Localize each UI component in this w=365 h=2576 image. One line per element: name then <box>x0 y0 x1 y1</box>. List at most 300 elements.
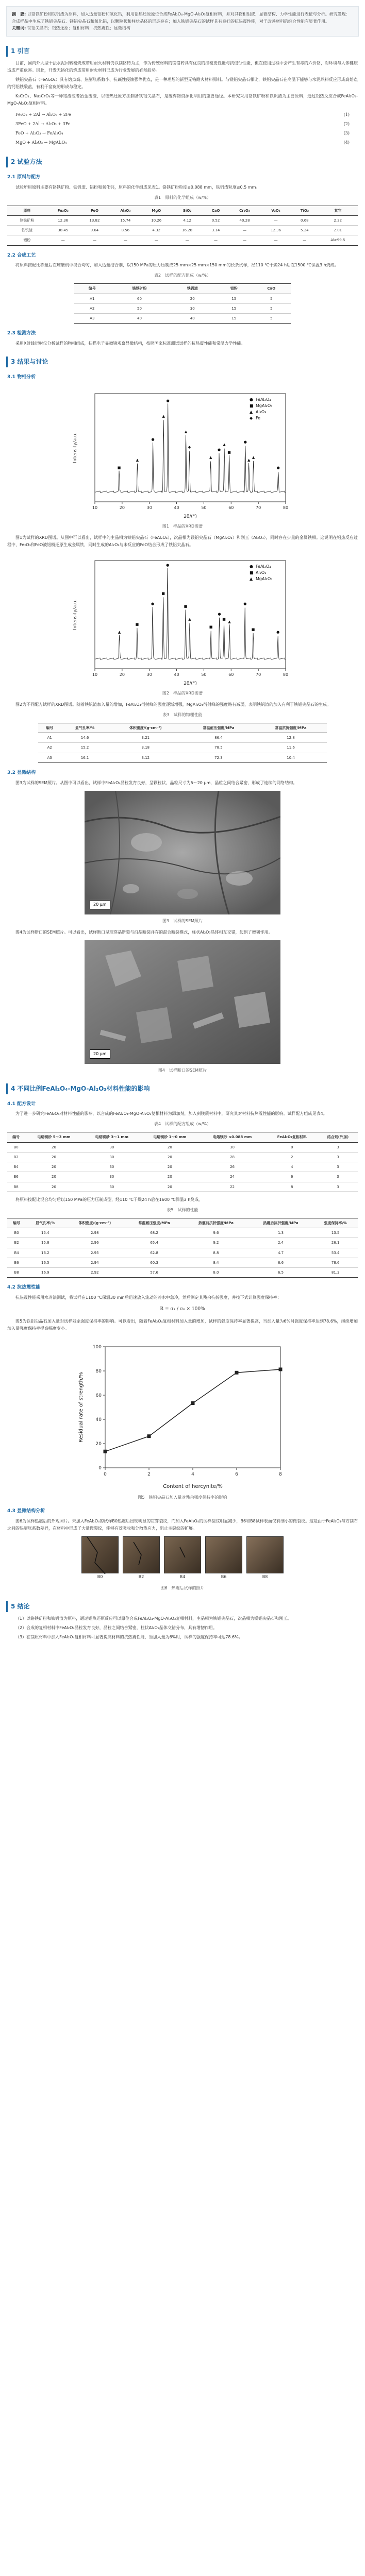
peak-marker: ■ <box>251 627 255 632</box>
section-heading-method: 2 试验方法 <box>6 157 359 167</box>
table-header-cell: 热震前抗折强度/MPa <box>184 1218 248 1228</box>
peak-marker: ▲ <box>118 630 121 634</box>
y-axis-label: Intensity/a.u. <box>73 599 78 630</box>
table-cell: 2.22 <box>318 215 358 225</box>
table-cell: 16.2 <box>26 1248 64 1258</box>
table-cell: — <box>260 215 291 225</box>
table-cell: B6 <box>7 1172 25 1182</box>
legend-symbol: ◆ <box>250 415 253 420</box>
table-row <box>38 733 327 743</box>
specimen-image <box>81 1536 119 1573</box>
table-cell: 20 <box>25 1142 82 1152</box>
table-cell: B0 <box>7 1228 26 1238</box>
retention-formula: R = σ₁ / σ₀ × 100% <box>160 1307 205 1312</box>
table-header-cell: V₂O₅ <box>260 206 291 215</box>
table-cell: 3 <box>318 1172 358 1182</box>
table-cell: A2 <box>38 743 61 753</box>
table-cell: 30 <box>83 1182 141 1192</box>
sem-figure-2 <box>0 940 365 1064</box>
series-line <box>105 1369 280 1451</box>
table-cell: 13.82 <box>79 215 110 225</box>
table-cell: — <box>229 226 260 235</box>
micro2-paragraph: 图6为试样热震后的外观照片。未加入FeAl₂O₄的试样B0热震后出现明显的贯穿裂纹，而加入FeAl₂O₄的试样裂纹明显减少，B6和B8试样表面仅有细小的微裂纹。这是由于FeAl₂O₄与方镁石之间的热膨胀系数差异，在材料中形成了大量微裂纹，能够有效吸收和分散热应力，阻止主裂纹的扩展。 <box>7 1518 358 1531</box>
specimen-image <box>123 1536 160 1573</box>
table-cell: 3 <box>318 1182 358 1192</box>
peak-marker: ■ <box>209 624 213 629</box>
table-cell: 12.8 <box>255 733 327 743</box>
table-header-cell: 体积密度/(g·cm⁻³) <box>109 723 182 733</box>
y-tick-label: 80 <box>95 1368 102 1374</box>
table-cell: A3 <box>74 314 110 324</box>
table-header-cell: 编号 <box>38 723 61 733</box>
equation-row <box>15 129 350 138</box>
specimen-photo <box>205 1536 242 1581</box>
table-cell: 2.96 <box>64 1238 125 1248</box>
conclusion-item: （1）以铬铁矿粉和铁钒渣为原料，通过铝热还原反应可以原位合成FeAl₂O₄-MgO-Al₂O₃复相材料，主晶相为铁铝尖晶石，次晶相为镁铝尖晶石和刚玉。 <box>15 1616 292 1621</box>
table-cell: 1.3 <box>248 1228 313 1238</box>
table-header-cell: 电熔镁砂 1～0 mm <box>141 1132 198 1142</box>
table-cell: A2 <box>74 303 110 313</box>
equation-text: FeO + Al₂O₃ → FeAl₂O₄ <box>15 130 63 135</box>
table-header-cell: SiO₂ <box>172 206 203 215</box>
table-cell: 5 <box>252 303 291 313</box>
peak-marker: ■ <box>161 591 165 596</box>
x-tick-label: 20 <box>119 672 125 677</box>
equation-number: (1) <box>343 112 350 117</box>
specimen-label: B6 <box>221 1574 227 1579</box>
legend-label: FeAl₂O₄ <box>256 397 271 402</box>
table-row <box>7 215 358 225</box>
sem-image <box>85 791 280 914</box>
legend-symbol: ● <box>250 564 253 569</box>
peak-marker: ● <box>243 439 247 444</box>
table-cell: 15 <box>216 314 252 324</box>
equation-row <box>15 120 350 129</box>
equation-number: (3) <box>343 130 350 135</box>
table-cell: 24 <box>199 1172 266 1182</box>
table-cell: — <box>110 235 141 245</box>
table-cell: A3 <box>38 753 61 762</box>
table-cell: — <box>79 235 110 245</box>
table-cell: 3.14 <box>203 226 229 235</box>
table-header-cell: Cr₂O₃ <box>229 206 260 215</box>
table-cell: 8.4 <box>184 1258 248 1267</box>
table2-caption: 表2 试样的配方组成（w/%） <box>154 273 211 278</box>
table4-caption: 表4 试样的配方组成（w/%） <box>154 1122 211 1127</box>
x-tick-label: 30 <box>146 505 152 510</box>
x-tick-label: 80 <box>283 505 289 510</box>
section-heading-performance: 4 不同比例FeAl₂O₄-MgO-Al₂O₃材料性能的影响 <box>6 1083 359 1094</box>
table-header-cell: 电熔镁砂 ≤0.088 mm <box>199 1132 266 1142</box>
peak-marker: ▲ <box>188 617 191 621</box>
xrd2-caption: 图2 样品的XRD图谱 <box>162 690 203 696</box>
table-cell: 8.8 <box>184 1248 248 1258</box>
crack-overlay <box>123 1537 160 1574</box>
xrd-figure-2 <box>0 553 365 687</box>
table-cell: 8.0 <box>184 1268 248 1278</box>
table-cell: A1 <box>74 294 110 303</box>
retention-line-chart <box>74 1336 291 1491</box>
subsection-heading: 3.2 显微结构 <box>7 770 36 775</box>
peak-marker: ▲ <box>162 414 165 418</box>
xrd-pattern-2 <box>69 553 296 687</box>
peak-marker: ● <box>166 563 170 567</box>
method-paragraph: 采用X射线衍射仪分析试样的物相组成，扫描电子显微镜观察显微结构，按照国家标准测试试样的抗热震性能和常温力学性能。 <box>15 341 245 346</box>
peak-marker: ■ <box>117 465 121 470</box>
legend-symbol: ■ <box>250 570 254 575</box>
table-cell: 3.18 <box>109 743 182 753</box>
table-cell: 铝粉 <box>7 235 47 245</box>
chart-caption: 图5 铁铝尖晶石加入量对残余强度保持率的影响 <box>138 1495 227 1500</box>
table-row <box>38 753 327 762</box>
retention-chart-figure <box>0 1336 365 1491</box>
peak-marker: ▲ <box>228 619 231 624</box>
table-cell: 40 <box>169 314 216 324</box>
table-cell: 15.4 <box>26 1228 64 1238</box>
equation-text: MgO + Al₂O₃ → MgAl₂O₄ <box>15 140 67 145</box>
table-cell: — <box>291 235 318 245</box>
table-cell: 30 <box>83 1152 141 1162</box>
table-cell: 8.56 <box>110 226 141 235</box>
sem-image <box>85 940 280 1064</box>
table-cell: B0 <box>7 1142 25 1152</box>
x-tick-label: 40 <box>174 672 179 677</box>
table-header-cell: 铬铁矿粉 <box>110 284 169 294</box>
table5-properties <box>7 1218 358 1278</box>
peak-marker: ● <box>217 447 221 452</box>
thermal-paragraph: 抗热震性能采用水冷法测试，将试样在1100 ℃保温30 min后迅速放入流动的冷水中急冷，然后测定其残余抗折强度，并按下式计算强度保持率： <box>15 1295 281 1300</box>
table-cell: 15.8 <box>26 1238 64 1248</box>
table-cell: B2 <box>7 1152 25 1162</box>
y-tick-label: 0 <box>98 1465 102 1471</box>
table-row <box>7 1182 358 1192</box>
table-cell: 11.6 <box>255 743 327 753</box>
specimen-photo <box>123 1536 160 1581</box>
table-header-cell: 结合剂(外加) <box>318 1132 358 1142</box>
subsection-heading: 2.1 原料与配方 <box>7 174 41 180</box>
abstract-text: 以铬铁矿粉和铁钒渣为原料，加入适量铝粉和氧化钙，利用铝热还原原位合成FeAl₂O₄-MgO-Al₂O₃复相材料，并对其物相组成、显微结构、力学性能进行表征与分析。研究发现：合成样品中生成了铁铝尖晶石、镁铝尖晶石和氧化铝，以颗粒状和柱状晶体的形态存在；加入铁铝尖晶石的试样具有良好的抗热震性能，对于改善材料的综合性能有显著作用。 <box>12 12 350 24</box>
equation-row <box>15 138 350 147</box>
specimen-photo-row <box>7 1536 358 1581</box>
table-cell: 16.1 <box>61 753 109 762</box>
peak-marker: ▲ <box>247 457 251 462</box>
table1-chemical-composition <box>7 206 358 246</box>
table-cell: 57.6 <box>125 1268 184 1278</box>
peak-marker: ■ <box>135 622 139 626</box>
crack-line <box>180 1547 185 1557</box>
table-cell: 20 <box>141 1182 198 1192</box>
table-header-cell: 显气孔率/% <box>61 723 109 733</box>
table-cell: 2.01 <box>318 226 358 235</box>
table-cell: 铁钒渣 <box>7 226 47 235</box>
xrd-pattern-1 <box>69 386 296 520</box>
specimen-label: B4 <box>179 1574 186 1579</box>
table-header-cell: CaO <box>252 284 291 294</box>
subsection-heading: 2.2 合成工艺 <box>7 252 36 258</box>
peak-marker: ◆ <box>188 445 191 449</box>
table-cell: 16.5 <box>26 1258 64 1267</box>
subsection-heading: 3.1 物相分析 <box>7 375 36 380</box>
peak-marker: ● <box>151 601 155 606</box>
table-cell: 10.26 <box>141 215 172 225</box>
table-row <box>7 1228 358 1238</box>
table-cell: 15.2 <box>61 743 109 753</box>
subsection-heading: 4.2 抗热震性能 <box>7 1285 41 1291</box>
table-cell: 30 <box>83 1142 141 1152</box>
table-cell: 2.95 <box>64 1248 125 1258</box>
keywords-text: 铁铝尖晶石；铝热还原；复相材料；抗热震性；显微结构 <box>27 26 130 31</box>
table-cell: — <box>172 235 203 245</box>
sem-figure-1 <box>0 791 365 914</box>
x-tick-label: 4 <box>191 1471 194 1477</box>
table-cell: B8 <box>7 1182 25 1192</box>
table-cell: 8 <box>266 1182 318 1192</box>
table-cell: 9.64 <box>79 226 110 235</box>
table-row <box>7 235 358 245</box>
table-cell: — <box>229 235 260 245</box>
table-cell: 铬铁矿粉 <box>7 215 47 225</box>
conclusion-item: （3）在镁质材料中加入FeAl₂O₄复相材料可显著提高材料的抗热震性能，当加入量为6%时，试样的强度保持率可达78.6%。 <box>15 1634 243 1639</box>
legend-symbol: ■ <box>250 403 254 408</box>
table-cell: B2 <box>7 1238 26 1248</box>
table-cell: 72.3 <box>182 753 255 762</box>
table-cell: 50 <box>110 303 169 313</box>
table-row <box>74 294 291 303</box>
table-cell: 4.12 <box>172 215 203 225</box>
table-cell: 22 <box>199 1182 266 1192</box>
phase-paragraph: 图1为试样的XRD图谱。从图中可以看出，试样中的主晶相为铁铝尖晶石（FeAl₂O₄），次晶相为镁铝尖晶石（MgAl₂O₄）和刚玉（Al₂O₃），同时存在少量的金属铁相。这说明在铝热反应过程中，Fe₂O₃和FeO被铝粉还原生成金属铁，同时生成的Al₂O₃与未反应的FeO结合形成了铁铝尖晶石。 <box>7 535 358 547</box>
table-cell: 15.74 <box>110 215 141 225</box>
table-cell: 13.5 <box>313 1228 358 1238</box>
plot-frame <box>105 1347 280 1468</box>
table-cell: 5 <box>252 314 291 324</box>
phase-paragraph: 图2为不同配方试样的XRD图谱。随着铁钒渣加入量的增加，FeAl₂O₄衍射峰的强度逐渐增强，MgAl₂O₄衍射峰的强度略有减弱，表明铁钒渣的加入有利于铁铝尖晶石的生成。 <box>15 702 331 707</box>
y-tick-label: 100 <box>92 1344 102 1350</box>
table3-physical-properties <box>38 723 327 763</box>
data-point <box>104 1450 107 1453</box>
table-row <box>7 1238 358 1248</box>
conclusion-item: （2）合成的复相材料中FeAl₂O₄晶粒发育良好，晶粒之间结合紧密，柱状Al₂O₃晶体交错分布，具有增韧作用。 <box>15 1625 217 1630</box>
x-tick-label: 10 <box>92 505 98 510</box>
table-header-cell: 常温耐压强度/MPa <box>125 1218 184 1228</box>
table-row <box>7 1152 358 1162</box>
table-cell: 3.12 <box>109 753 182 762</box>
table-cell: 3 <box>318 1142 358 1152</box>
table-cell: 4.7 <box>248 1248 313 1258</box>
legend-symbol: ● <box>250 397 253 402</box>
specimen-label: B0 <box>97 1574 103 1579</box>
sem-scale-bar: 20 μm <box>90 900 110 909</box>
table-cell: 28 <box>199 1152 266 1162</box>
specimen-image <box>164 1536 201 1573</box>
crack-overlay <box>164 1537 202 1574</box>
table-cell: 20 <box>141 1152 198 1162</box>
intro-paragraph: 铁铝尖晶石（FeAl₂O₄）具有熔点高、热膨胀系数小、抗碱性侵蚀强等优点，是一种理想的新型无铬耐火材料原料。与镁铝尖晶石相比，铁铝尖晶石在高温下能够与水泥熟料反应形成高熔点的钙铝铁酸盐，有利于窑皮的形成与稳定。 <box>7 77 358 89</box>
x-axis-label: Content of hercynite/% <box>163 1483 223 1489</box>
method-paragraph: 将原料按配比称量后在球磨机中混合均匀，加入适量结合剂，以150 MPa的压力压制成25 mm×25 mm×150 mm的长条试样，经110 ℃干燥24 h后在1500 ℃保温3 h烧成。 <box>15 263 339 268</box>
table-header-cell: 强度保持率/% <box>313 1218 358 1228</box>
table-row <box>7 1268 358 1278</box>
table-cell: 6.5 <box>248 1268 313 1278</box>
x-tick-label: 6 <box>235 1471 238 1477</box>
section4-paragraph: 为了进一步研究FeAl₂O₄对材料性能的影响，以合成的FeAl₂O₄-MgO-Al₂O₃复相材料为添加剂，加入到镁质材料中，研究其对材料抗热震性能的影响。试样配方组成见表4。 <box>15 1111 327 1116</box>
table-cell: 4.32 <box>141 226 172 235</box>
peak-marker: ■ <box>184 604 188 608</box>
xrd-trace <box>95 568 286 659</box>
xrd-figure-1 <box>0 386 365 520</box>
table-cell: 68.2 <box>125 1228 184 1238</box>
table-header-cell: Al₂O₃ <box>110 206 141 215</box>
table-cell: Al≥99.5 <box>318 235 358 245</box>
table-cell: 12.36 <box>260 226 291 235</box>
equation-number: (2) <box>343 121 350 126</box>
subsection-heading: 4.1 配方设计 <box>7 1101 36 1107</box>
x-axis-label: 2θ/(°) <box>184 514 197 519</box>
subsection-heading: 2.3 检测方法 <box>7 331 36 336</box>
table-cell: 0.52 <box>203 215 229 225</box>
x-tick-label: 8 <box>279 1471 282 1477</box>
table-cell: 26 <box>199 1162 266 1172</box>
x-tick-label: 80 <box>283 672 289 677</box>
x-tick-label: 50 <box>201 672 207 677</box>
table-header-cell: 编号 <box>7 1132 25 1142</box>
table-cell: 40.28 <box>229 215 260 225</box>
section-heading-intro: 1 引言 <box>6 46 359 57</box>
table-row <box>7 1162 358 1172</box>
table-cell: 30 <box>169 303 216 313</box>
peak-marker: ▲ <box>136 457 139 462</box>
micro-paragraph: 图3为试样的SEM照片。从图中可以看出，试样中FeAl₂O₄晶粒发育良好，呈颗粒状，晶粒尺寸为5～20 μm，晶粒之间结合紧密，形成了连续的网络结构。 <box>15 780 297 785</box>
crack-line <box>87 1537 105 1574</box>
table-cell: 65.4 <box>125 1238 184 1248</box>
table4-formulation <box>7 1132 358 1192</box>
table-cell: 78.6 <box>313 1258 358 1267</box>
table-header-cell: 常温耐压强度/MPa <box>182 723 255 733</box>
table-header-cell: 原料 <box>7 206 47 215</box>
table-cell: 60.3 <box>125 1258 184 1267</box>
equation-number: (4) <box>343 140 350 145</box>
x-tick-label: 2 <box>147 1471 151 1477</box>
table-cell: 2.94 <box>64 1258 125 1267</box>
keywords-label: 关键词: <box>12 26 26 31</box>
specimen-image <box>246 1536 284 1573</box>
table-cell: 20 <box>141 1162 198 1172</box>
sem2-caption: 图4 试样断口的SEM照片 <box>158 1067 207 1073</box>
table-header-cell: CaO <box>203 206 229 215</box>
table-cell: 0 <box>266 1142 318 1152</box>
data-point <box>235 1371 239 1375</box>
subsection-heading: 4.3 显微结构分析 <box>7 1508 45 1514</box>
table-cell: 20 <box>25 1182 82 1192</box>
legend-label: Al₂O₃ <box>256 570 267 575</box>
legend-label: FeAl₂O₄ <box>256 564 271 569</box>
table-cell: 60 <box>110 294 169 303</box>
table-cell: 62.8 <box>125 1248 184 1258</box>
section-heading-results: 3 结果与讨论 <box>6 357 359 367</box>
table-header-cell: MgO <box>141 206 172 215</box>
x-tick-label: 70 <box>256 505 261 510</box>
section-heading-conclusion: 5 结论 <box>6 1601 359 1612</box>
table-cell: 16.9 <box>26 1268 64 1278</box>
table-cell: 20 <box>141 1172 198 1182</box>
table-cell: 78.5 <box>182 743 255 753</box>
table-cell: 30 <box>83 1162 141 1172</box>
section4-paragraph: 将原料按配比混合均匀后以150 MPa的压力压制成型，经110 ℃干燥24 h后在1600 ℃保温3 h烧成。 <box>15 1197 203 1202</box>
table-cell: 20 <box>25 1162 82 1172</box>
y-tick-label: 40 <box>95 1417 102 1422</box>
table-cell: 20 <box>169 294 216 303</box>
table-cell: 9.2 <box>184 1238 248 1248</box>
table-cell: A1 <box>38 733 61 743</box>
abstract-label: 摘 要: <box>12 12 26 16</box>
intro-paragraph: K₂CrO₄、Na₂CrO₄等一种铬渣或者冶金废渣，以铝热还原方法制备铁铝尖晶石，是废弃物资源化利用的重要途径。本研究采用铬铁矿粉和铁钒渣为主要原料，通过铝热反应合成FeAl₂O₄-MgO-Al₂O₃复相材料。 <box>7 93 358 106</box>
legend-label: MgAl₂O₄ <box>256 403 273 408</box>
y-axis-label: Intensity/a.u. <box>73 432 78 463</box>
peak-marker: ● <box>276 465 280 470</box>
xrd1-caption: 图1 样品的XRD图谱 <box>162 523 203 529</box>
peak-marker: ● <box>243 601 247 606</box>
table-row <box>7 226 358 235</box>
table-cell: 2.4 <box>248 1238 313 1248</box>
x-tick-label: 10 <box>92 672 98 677</box>
y-tick-label: 60 <box>95 1393 102 1398</box>
sem1-caption: 图3 试样的SEM照片 <box>162 918 203 923</box>
table-cell: 38.45 <box>47 226 79 235</box>
table-cell: 9.6 <box>184 1228 248 1238</box>
x-tick-label: 40 <box>174 505 179 510</box>
abstract-box <box>6 6 359 37</box>
table-cell: 30 <box>199 1142 266 1152</box>
table-cell: 5 <box>252 294 291 303</box>
table-header-cell: 编号 <box>7 1218 26 1228</box>
legend-symbol: ▲ <box>250 576 253 581</box>
peak-marker: ▲ <box>209 455 212 460</box>
data-point <box>279 1367 283 1371</box>
table-row <box>7 1248 358 1258</box>
table-header-cell: TiO₂ <box>291 206 318 215</box>
table-cell: 20 <box>25 1152 82 1162</box>
sem-texture <box>85 940 280 1064</box>
table-cell: 40 <box>110 314 169 324</box>
table-header-cell: 编号 <box>74 284 110 294</box>
crack-overlay <box>82 1537 119 1574</box>
equation-text: Fe₂O₃ + 2Al → Al₂O₃ + 2Fe <box>15 112 71 117</box>
legend-label: MgAl₂O₄ <box>256 576 273 581</box>
table-cell: B8 <box>7 1268 26 1278</box>
table-cell: 26.1 <box>313 1238 358 1248</box>
table-cell: 15 <box>216 294 252 303</box>
peak-marker: ▲ <box>223 442 226 447</box>
table-cell: 14.6 <box>61 733 109 743</box>
table-cell: 81.3 <box>313 1268 358 1278</box>
thermal-paragraph: 图5为铁铝尖晶石加入量对试样残余强度保持率的影响。可以看出，随着FeAl₂O₄复相材料加入量的增加，试样的强度保持率显著提高，当加入量为6%时强度保持率达到78.6%，继续增加加入量强度保持率提高幅度变小。 <box>7 1318 358 1331</box>
table-cell: 2 <box>266 1152 318 1162</box>
table-cell: 6 <box>266 1172 318 1182</box>
table-cell: 15 <box>216 303 252 313</box>
specimen-photo <box>246 1536 284 1581</box>
table-cell: 20 <box>141 1142 198 1152</box>
legend-label: Fe <box>256 415 261 420</box>
peak-marker: ● <box>151 437 155 442</box>
peak-marker: ■ <box>227 450 231 454</box>
table1-caption: 表1 原料的化学组成（w/%） <box>154 195 211 200</box>
legend-symbol: ▲ <box>250 409 253 414</box>
peak-marker: ▲ <box>252 455 255 460</box>
table-header-cell: FeAl₂O₄复相材料 <box>266 1132 318 1142</box>
table-cell: 53.4 <box>313 1248 358 1258</box>
peak-marker: ● <box>276 630 280 634</box>
table-header-cell: 热震后抗折强度/MPa <box>248 1218 313 1228</box>
